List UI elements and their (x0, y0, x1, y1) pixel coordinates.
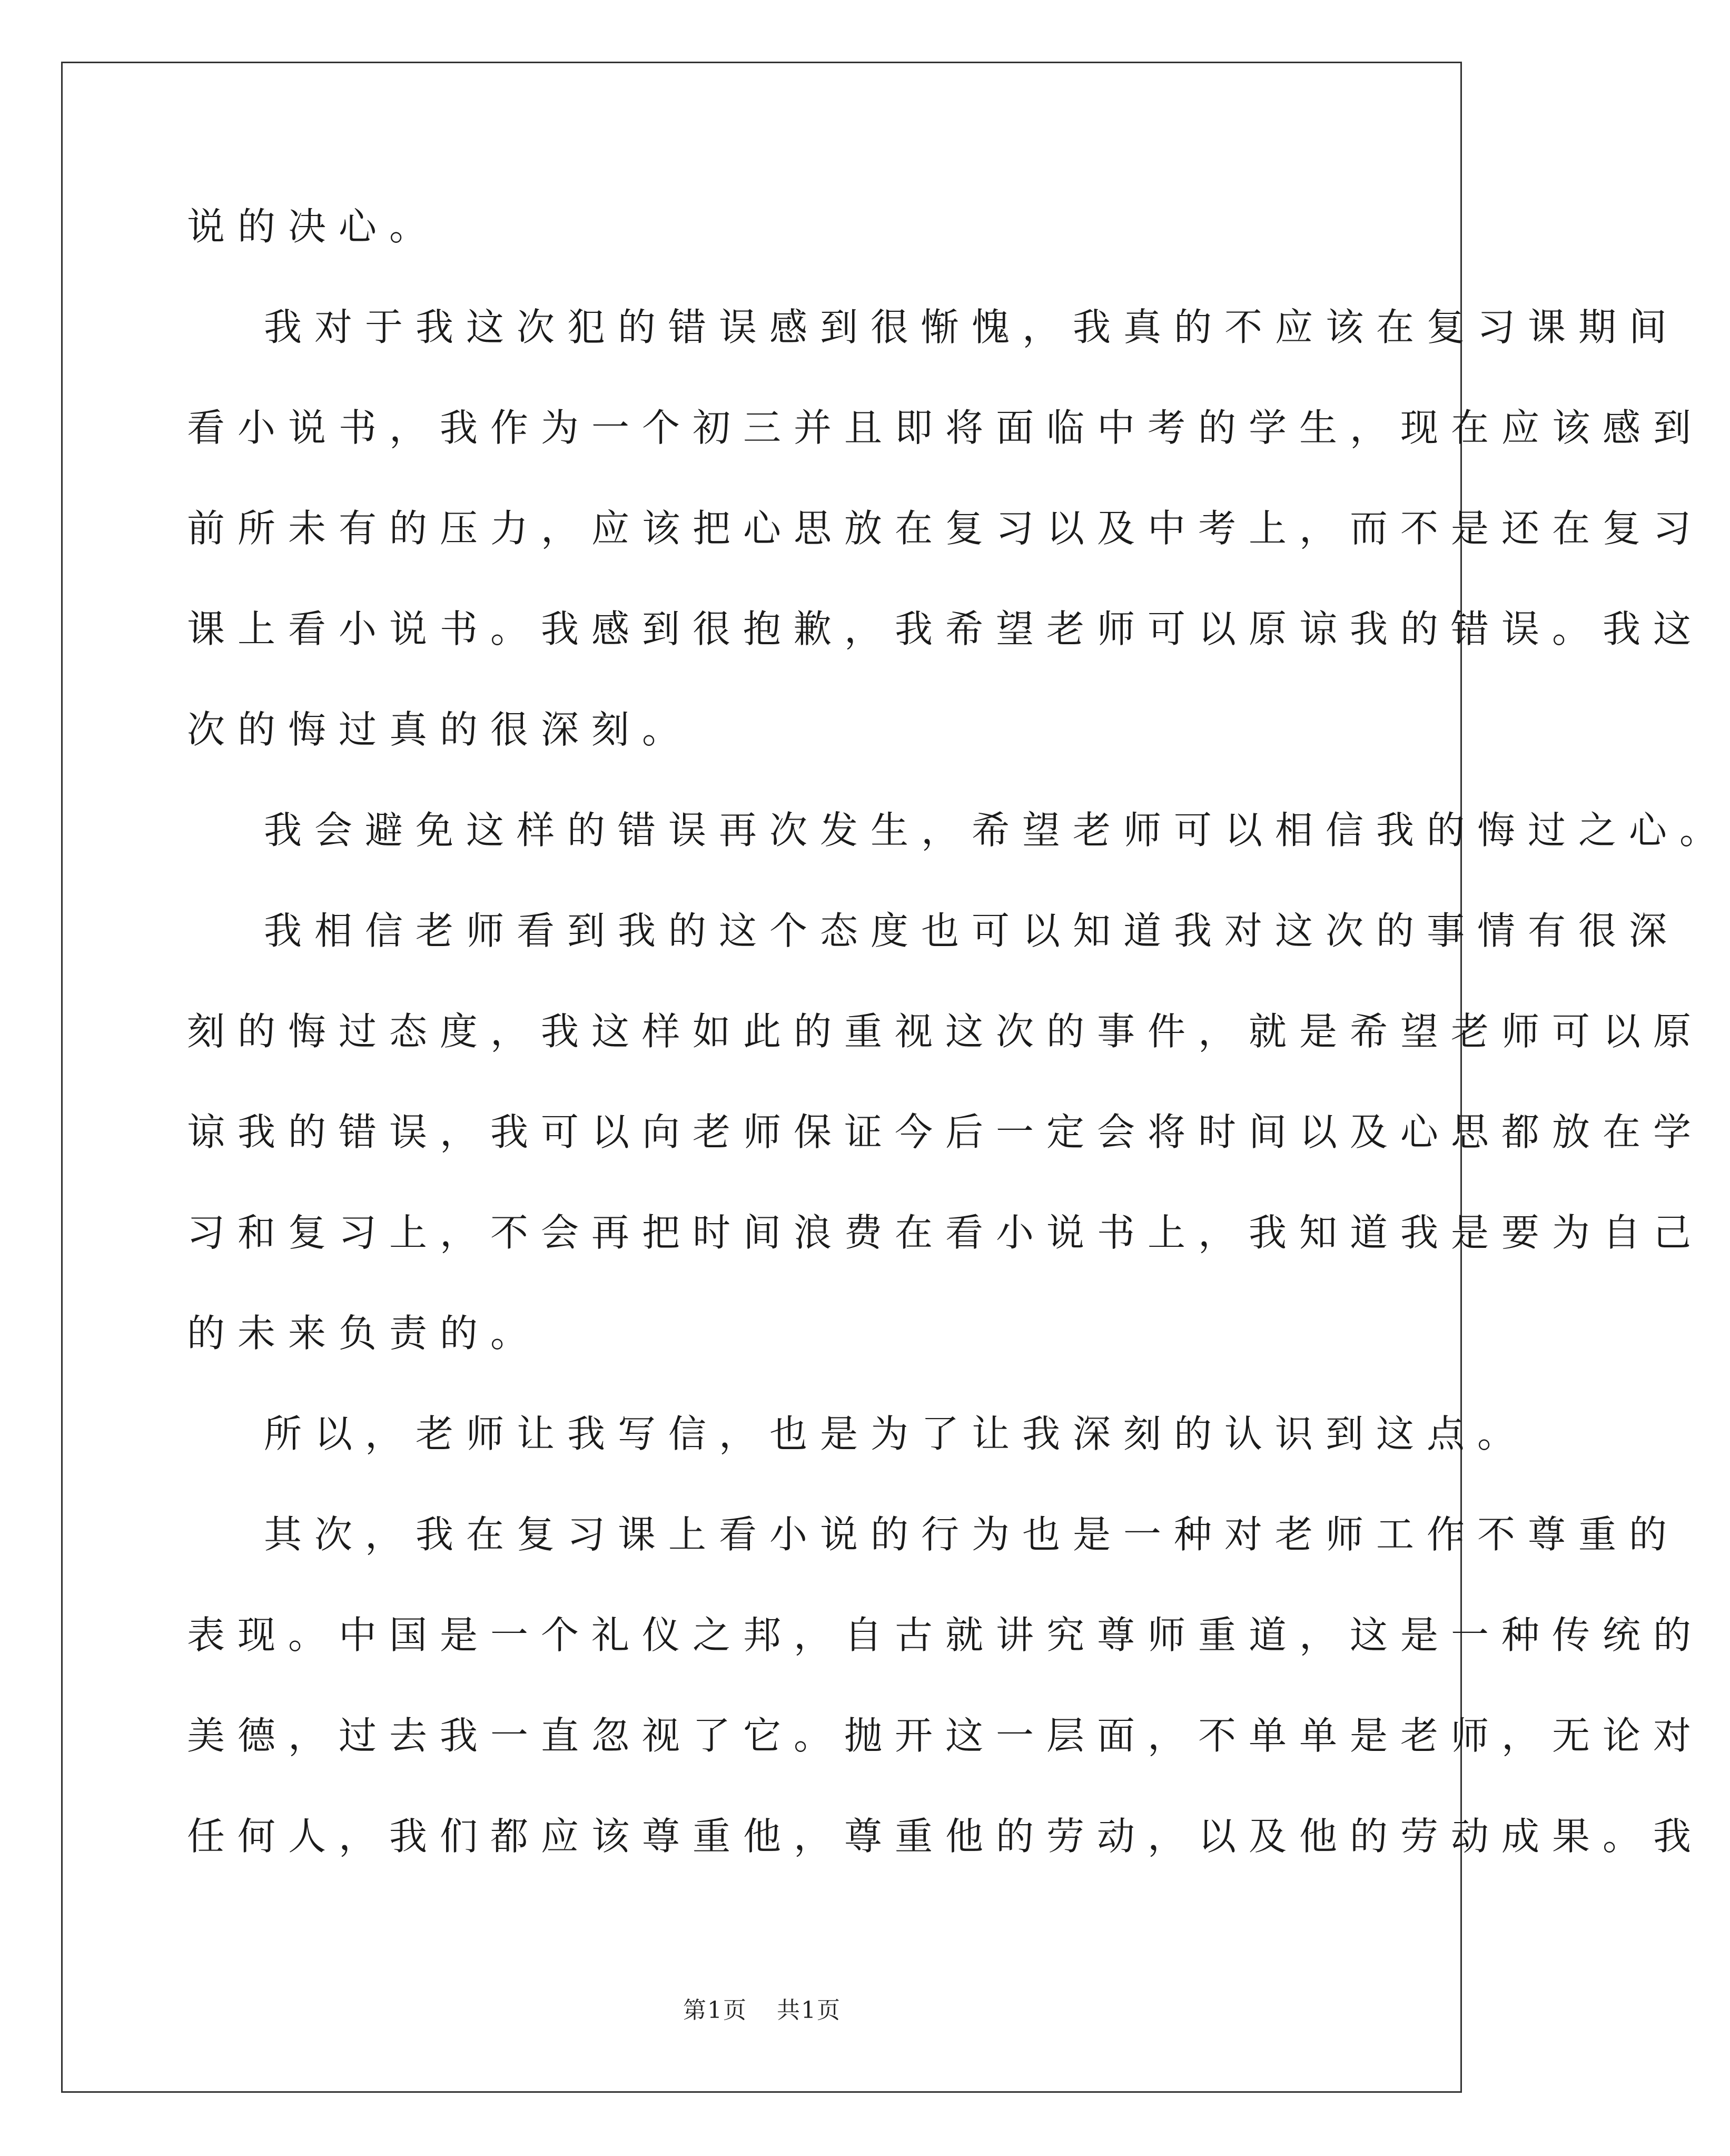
page-number: 第1页 (683, 1997, 747, 2024)
text-line: 看小说书，我作为一个初三并且即将面临中考的学生，现在应该感到 (187, 406, 1704, 450)
text-line: 刻的悔过态度，我这样如此的重视这次的事件，就是希望老师可以原 (187, 1009, 1704, 1054)
text-line: 任何人，我们都应该尊重他，尊重他的劳动，以及他的劳动成果。我 (187, 1814, 1704, 1858)
page-total: 共1页 (777, 1997, 841, 2024)
text-line: 表现。中国是一个礼仪之邦，自古就讲究尊师重道，这是一种传统的 (187, 1613, 1704, 1657)
text-line: 美德，过去我一直忽视了它。抛开这一层面，不单单是老师，无论对 (187, 1714, 1704, 1758)
text-line: 其次，我在复习课上看小说的行为也是一种对老师工作不尊重的 (264, 1512, 1680, 1557)
document-body (187, 200, 1730, 1911)
text-line: 所以，老师让我写信，也是为了让我深刻的认识到这点。 (264, 1412, 1528, 1456)
text-line: 谅我的错误，我可以向老师保证今后一定会将时间以及心思都放在学 (187, 1110, 1704, 1154)
page-footer (0, 1991, 1524, 2025)
text-line: 习和复习上，不会再把时间浪费在看小说书上，我知道我是要为自己 (187, 1210, 1704, 1255)
text-line: 说的决心。 (187, 204, 440, 249)
text-line: 课上看小说书。我感到很抱歉，我希望老师可以原谅我的错误。我这 (187, 607, 1704, 651)
text-line: 我会避免这样的错误再次发生，希望老师可以相信我的悔过之心。 (264, 808, 1730, 852)
text-line: 我对于我这次犯的错误感到很惭愧，我真的不应该在复习课期间 (264, 305, 1680, 349)
text-line: 我相信老师看到我的这个态度也可以知道我对这次的事情有很深 (264, 909, 1680, 953)
text-line: 前所未有的压力，应该把心思放在复习以及中考上，而不是还在复习 (187, 506, 1704, 550)
text-line: 次的悔过真的很深刻。 (187, 707, 693, 752)
text-line: 的未来负责的。 (187, 1311, 541, 1355)
